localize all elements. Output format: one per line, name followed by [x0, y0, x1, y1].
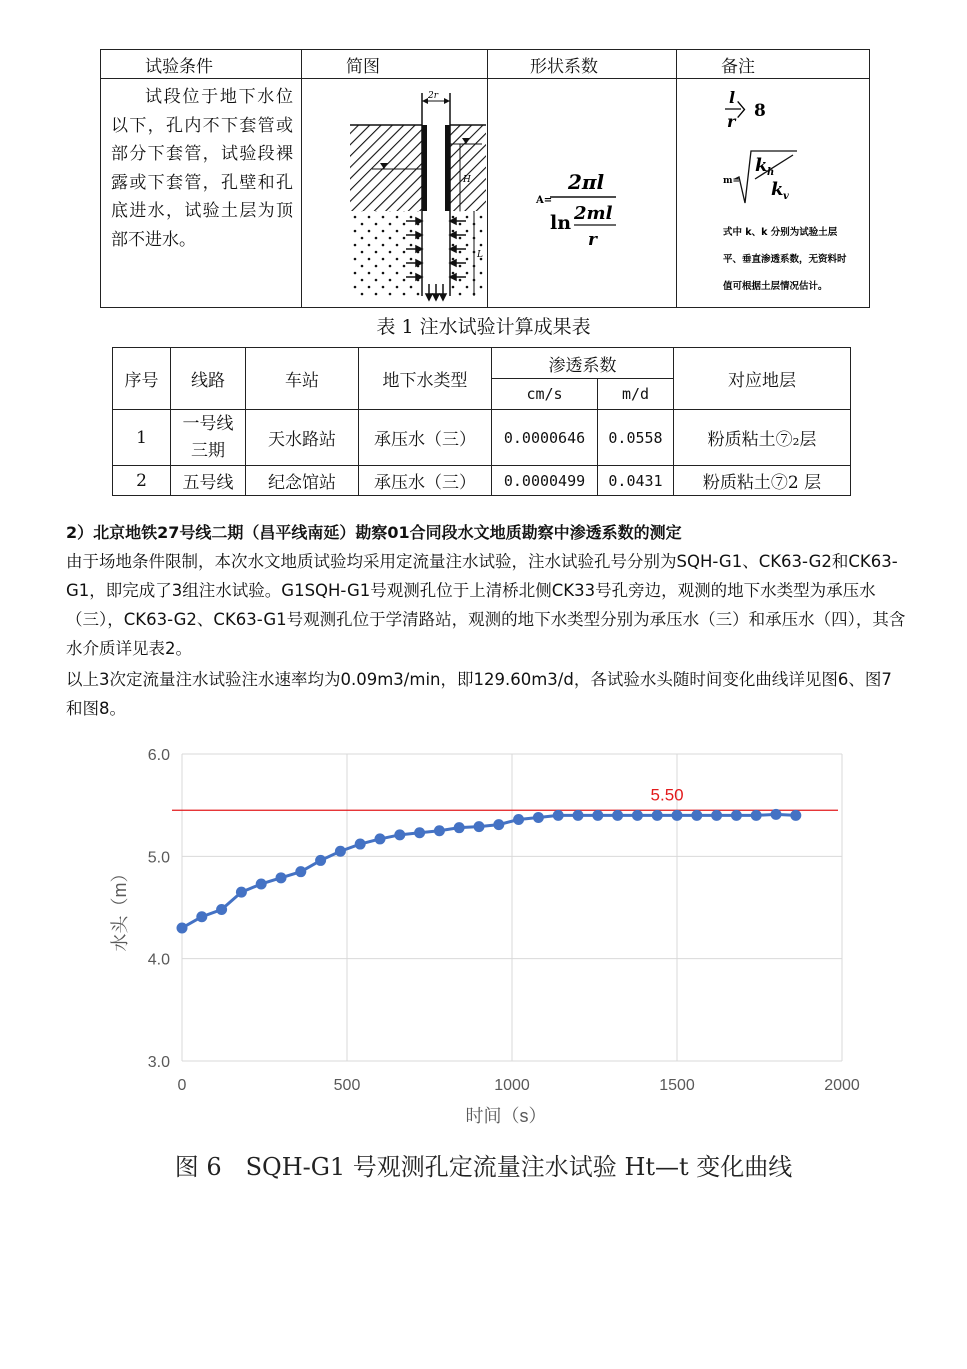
cell-no: 2: [113, 466, 171, 496]
data-point: [375, 833, 386, 844]
data-point: [434, 825, 445, 836]
data-point: [592, 810, 603, 821]
data-point: [731, 810, 742, 821]
table-row: [113, 410, 851, 466]
table1-caption: 表 1 注水试验计算成果表: [376, 316, 591, 338]
condition-text: 试段位于地下水位以下，孔内不下套管或部分下套管，试验段裸露或下套管，孔壁和孔底进水，试验土层为顶部不进水。: [111, 87, 293, 250]
col-layer: 对应地层: [674, 348, 851, 410]
col-permeability: 渗透系数: [492, 348, 674, 379]
data-point: [573, 810, 584, 821]
cell-layer: 粉质粘土⑦₂层: [674, 410, 851, 466]
cell-water-type: 承压水（三）: [359, 410, 492, 466]
formula-numerator: 2πl: [568, 170, 605, 194]
data-point: [177, 922, 188, 933]
series-line: [182, 814, 796, 928]
tick-labels: [148, 747, 860, 1094]
col-unit-cms: cm/s: [492, 379, 598, 410]
col-no: 序号: [113, 348, 171, 410]
water-head-chart: [0, 730, 967, 1135]
col-station: 车站: [246, 348, 359, 410]
data-point: [295, 866, 306, 877]
col-unit-md: m/d: [598, 379, 674, 410]
remark-m-num: k: [755, 155, 768, 176]
section-title: 2）北京地铁27号线二期（昌平线南延）勘察01合同段水文地质勘察中渗透系数的测定: [66, 523, 682, 542]
result-table: [112, 347, 851, 496]
data-point: [553, 810, 564, 821]
formula-inner-numerator: 2ml: [574, 203, 613, 224]
data-point: [672, 810, 683, 821]
x-tick-label: 1000: [494, 1077, 530, 1094]
y-tick-label: 3.0: [147, 1054, 170, 1071]
data-point: [790, 810, 801, 821]
figure-caption: 图 6 SQH-G1 号观测孔定流量注水试验 Ht—t 变化曲线: [174, 1153, 793, 1181]
soil-hatch-left: [350, 125, 422, 211]
cell-line-text: 一号线三期: [182, 413, 234, 461]
x-tick-label: 0: [177, 1077, 187, 1094]
cell-cms: 0.0000499: [492, 466, 598, 496]
reference-line-label: 5.50: [650, 785, 684, 805]
conditions-body-row: [101, 79, 870, 308]
conditions-table: [100, 49, 870, 308]
data-point: [632, 810, 643, 821]
cell-cms: 0.0000646: [492, 410, 598, 466]
diagram-cell: [302, 79, 488, 308]
chart-grid: [182, 754, 842, 1061]
x-tick-label: 1500: [659, 1077, 695, 1094]
remark-cell: [677, 79, 870, 308]
head-label: H: [463, 175, 471, 185]
soil-hatch-right: [450, 125, 486, 211]
remark-m-den: k: [771, 179, 784, 200]
cell-md: 0.0431: [598, 466, 674, 496]
cell-line: 五号线: [171, 466, 246, 496]
data-point: [691, 810, 702, 821]
shape-factor-cell: [488, 79, 677, 308]
remark-cond-rel: 〉8: [737, 101, 766, 121]
data-point: [414, 827, 425, 838]
data-point: [771, 809, 782, 820]
cell-water-type: 承压水（三）: [359, 466, 492, 496]
data-point: [751, 810, 762, 821]
col-line: 线路: [171, 348, 246, 410]
remark-cond-num: l: [729, 88, 736, 107]
x-tick-label: 500: [333, 1077, 361, 1094]
remark-line2: 平、垂直渗透系数，无资料时: [723, 254, 847, 265]
cell-layer: 粉质粘土⑦2 层: [674, 466, 851, 496]
data-point: [216, 904, 227, 915]
result-header-row-1: [113, 348, 851, 379]
section-paragraph-1: 由于场地条件限制，本次水文地质试验均采用定流量注水试验，注水试验孔号分别为SQH-G1、CK63-G2和CK63-G1，即完成了3组注水试验。G1SQH-G1号观测孔位于上清桥北侧CK33号孔旁边，观测的地下水类型为承压水（三），CK63-G2、CK63-G1号观测孔位于学清路站，观测的地下水类型分别为承压水（三）和承压水（四），其含水介质详见表2。: [66, 552, 906, 658]
data-point: [335, 846, 346, 857]
soil-dots-left: [350, 211, 422, 296]
data-point: [256, 878, 267, 889]
header-condition: [101, 50, 302, 79]
length-label: L: [477, 250, 483, 260]
series-group: [177, 809, 802, 934]
data-point: [196, 911, 207, 922]
formula-inner-denominator: r: [588, 230, 597, 250]
x-axis-label: 时间（s）: [465, 1106, 547, 1126]
shape-factor-formula: [488, 79, 677, 303]
reference-line-group: [172, 785, 838, 810]
remark-formula: [677, 79, 870, 303]
conditions-header-row: [101, 50, 870, 79]
remark-line1: 式中 k、k 分别为试验土层: [723, 227, 838, 238]
formula-ln: ln: [550, 212, 572, 234]
table-row: [113, 466, 851, 496]
formula-prefix: A=: [536, 195, 553, 206]
condition-cell: [101, 79, 302, 308]
data-point: [533, 812, 544, 823]
y-tick-label: 5.0: [147, 849, 170, 867]
data-point: [474, 821, 485, 832]
header-shape-label: 形状系数: [530, 56, 598, 77]
data-point: [355, 839, 366, 850]
y-axis-label: 水头（m）: [110, 864, 130, 952]
data-point: [454, 822, 465, 833]
header-condition-label: 试验条件: [145, 56, 213, 77]
header-diagram-label: 简图: [346, 56, 380, 77]
data-point: [493, 819, 504, 830]
data-point: [394, 829, 405, 840]
data-point: [513, 814, 524, 825]
remark-m-den-sub: v: [783, 191, 789, 202]
data-point: [315, 855, 326, 866]
x-tick-label: 2000: [824, 1077, 860, 1094]
cell-line: [171, 410, 246, 466]
cell-no: 1: [113, 410, 171, 466]
remark-line3: 值可根据土层情况估计。: [723, 281, 828, 292]
cell-md: 0.0558: [598, 410, 674, 466]
data-point: [276, 872, 287, 883]
data-point: [236, 887, 247, 898]
header-remark-label: 备注: [721, 56, 755, 77]
header-shape-factor: [488, 50, 677, 79]
header-diagram: [302, 50, 488, 79]
cell-station: 天水路站: [246, 410, 359, 466]
col-water-type: 地下水类型: [359, 348, 492, 410]
remark-m-label: m=: [723, 176, 741, 186]
diameter-label: 2r: [428, 91, 439, 101]
remark-m-num-sub: h: [767, 167, 775, 178]
y-tick-label: 4.0: [147, 951, 170, 969]
data-point: [612, 810, 623, 821]
y-tick-label: 6.0: [147, 747, 170, 764]
section-paragraph-2: 以上3次定流量注水试验注水速率均为0.09m3/min，即129.60m3/d，各试验水头随时间变化曲线详见图6、图7和图8。: [66, 670, 892, 718]
cell-station: 纪念馆站: [246, 466, 359, 496]
borehole-diagram: [302, 79, 488, 303]
header-remark: [677, 50, 870, 79]
data-point: [711, 810, 722, 821]
remark-cond-den: r: [727, 112, 736, 131]
data-point: [652, 810, 663, 821]
